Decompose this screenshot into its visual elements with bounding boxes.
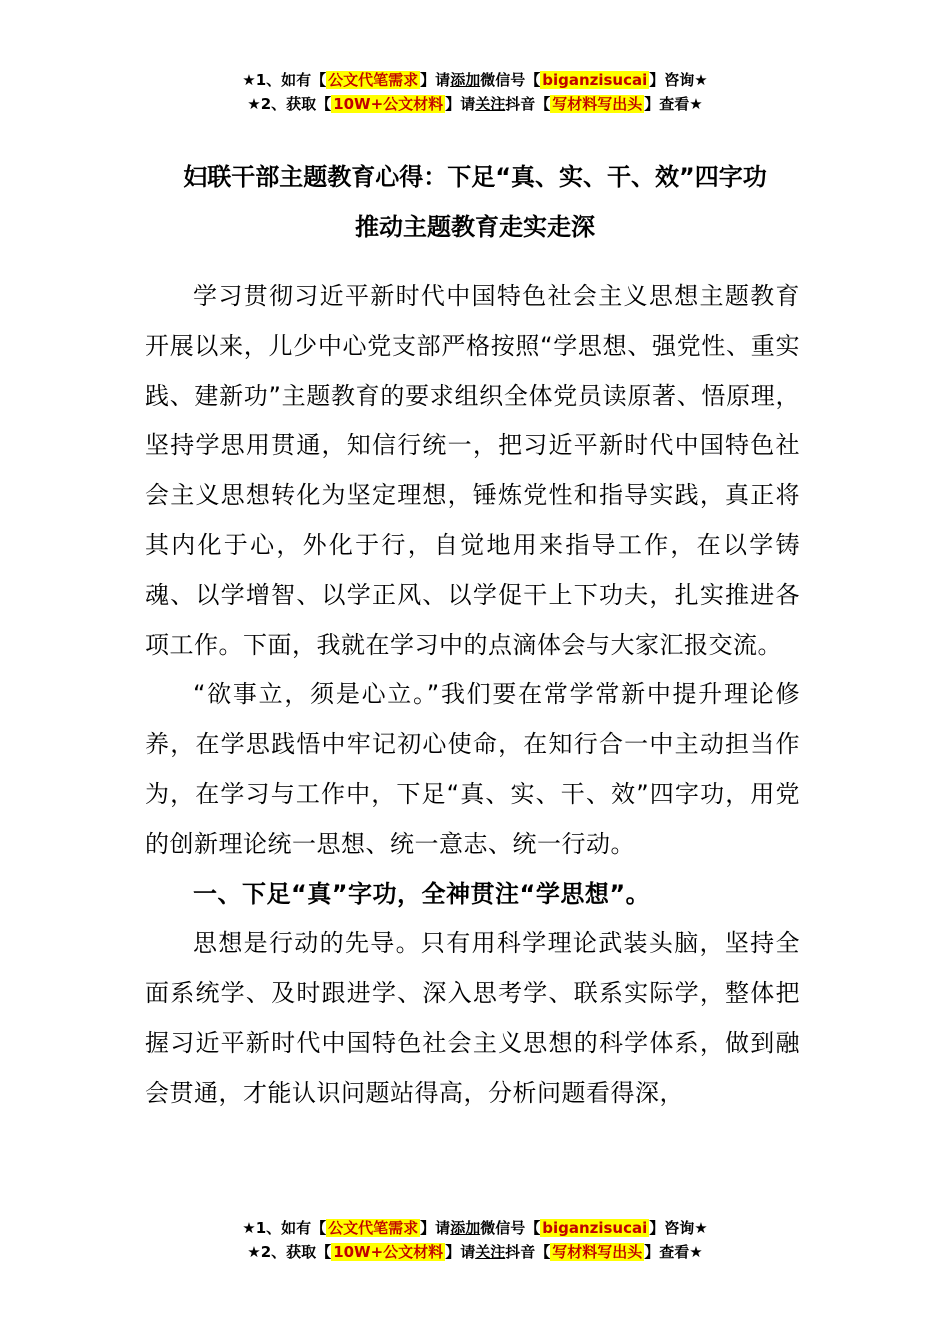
document-title xyxy=(0,152,950,252)
title-line-2: 推动主题教育走实走深 xyxy=(355,213,595,241)
footer-banner xyxy=(0,1216,950,1264)
banner-line-2: ★2、获取【 10W+公文材料 】请关注抖音【 写材料写出头 】查看★ xyxy=(247,95,703,113)
paragraph: 学习贯彻习近平新时代中国特色社会主义思想主题教育开展以来，儿少中心党支部严格按照“学思想、强党性、重实践、建新功”主题教育的要求组织全体党员读原著、悟原理，坚持学思用贯通，知信行统一，把习近平新时代中国特色社会主义思想转化为坚定理想，锤炼党性和指导实践，真正将其内化于心，外化于行，自觉地用来指导工作，在以学铸魂、以学增智、以学正风、以学促干上下功夫，扎实推进各项工作。下面，我就在学习中的点滴体会与大家汇报交流。 xyxy=(145,282,800,659)
paragraph: 思想是行动的先导。只有用科学理论武装头脑，坚持全面系统学、及时跟进学、深入思考学、联系实际学，整体把握习近平新时代中国特色社会主义思想的科学体系，做到融会贯通，才能认识问题站得高，分析问题看得深， xyxy=(145,929,800,1107)
section-heading: 一、下足“真”字功，全神贯注“学思想”。 xyxy=(193,879,651,908)
banner-line-2: ★2、获取【 10W+公文材料 】请关注抖音【 写材料写出头 】查看★ xyxy=(247,1243,703,1261)
paragraph: “欲事立，须是心立。”我们要在常学常新中提升理论修养，在学思践悟中牢记初心使命，在知行合一中主动担当作为，在学习与工作中，下足“真、实、干、效”四字功，用党的创新理论统一思想、统一意志、统一行动。 xyxy=(145,680,800,858)
banner-line-1: ★1、如有【 公文代笔需求 】请添加微信号【 biganzisucai 】咨询★ xyxy=(242,1219,708,1237)
header-banner xyxy=(0,68,950,116)
document-body xyxy=(145,272,800,1119)
title-line-1: 妇联干部主题教育心得：下足“真、实、干、效”四字功 xyxy=(183,163,767,191)
banner-line-1: ★1、如有【 公文代笔需求 】请添加微信号【 biganzisucai 】咨询★ xyxy=(242,71,708,89)
